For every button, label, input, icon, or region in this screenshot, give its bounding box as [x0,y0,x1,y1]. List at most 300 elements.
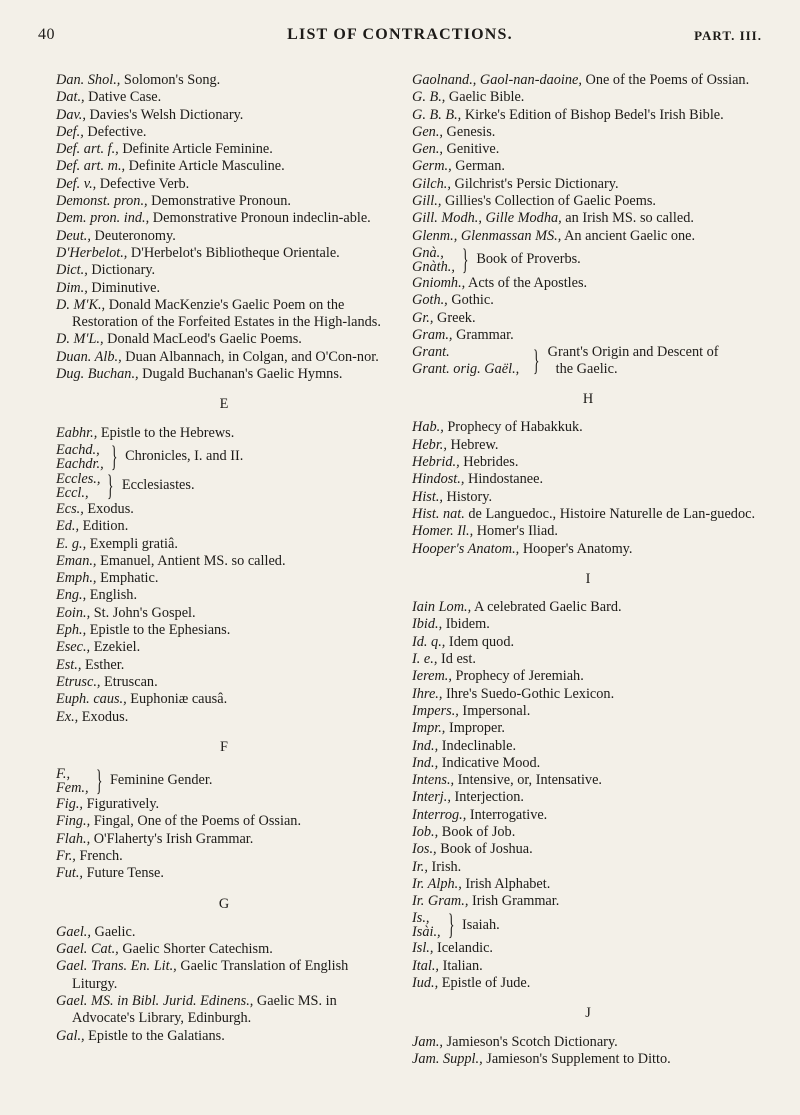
section-j [412,1034,764,1069]
entry-abbr: Gael. MS. in Bibl. Jurid. Edinens., [56,993,254,1010]
entry-abbr: Ihre., [412,685,443,702]
entry [412,489,764,506]
entry-abbr: Gnà., [412,244,444,261]
entry [56,993,392,1028]
entry [412,72,764,89]
entry-definition: Exempli gratiâ. [86,535,178,552]
entry [412,419,764,436]
entry-abbr: Ind., [412,754,439,771]
entry [56,89,392,106]
entry-definition: Figuratively. [83,796,160,813]
entry-definition: Irish. [427,858,462,875]
entry [56,587,392,604]
entry-abbr: Gr., [412,309,434,326]
entry-abbr: Ierem., [412,668,452,685]
section-heading-j: J [585,1005,591,1022]
entry-definition: Irish Alphabet. [461,875,551,892]
entry-abbr: Ed., [56,518,80,535]
entry-abbr: D'Herbelot., [56,244,128,261]
entry-definition: Interrogative. [466,806,548,823]
entry-abbr: Hebr., [412,436,447,453]
entry-abbr: Eccl., [56,484,89,501]
brace-glyph: } [447,908,455,942]
entry-abbr: Etrusc., [56,673,101,690]
entry-abbr: Eph., [56,622,87,639]
entry-definition: Acts of the Apostles. [465,274,588,291]
entry-definition: O'Flaherty's Irish Grammar. [90,830,254,847]
entry-abbr: Ir. Gram., [412,893,469,910]
entry-definition: Donald MacKenzie's Gaelic Poem on the Restoration of the Forfeited Estates in the High-lands. [72,296,381,331]
entry-abbr: Grant. [412,344,450,361]
entry [412,616,764,633]
entry-definition: Emanuel, Antient MS. so called. [96,552,286,569]
entry-abbr: Gael., [56,923,91,940]
entry-definition: Epistle to the Ephesians. [86,622,231,639]
entry-definition: Dugald Buchanan's Gaelic Hymns. [138,366,343,383]
entry [412,703,764,720]
entry [412,859,764,876]
entry-definition: an Irish MS. so called. [561,210,694,227]
entry-definition: A celebrated Gaelic Bard. [471,599,622,616]
entry [56,245,392,262]
entry-abbr: Isl., [412,940,434,957]
entry-definition: Irish Grammar. [468,893,560,910]
entry-abbr: Jam. Suppl., [412,1050,483,1067]
entry-abbr: Gael. Trans. En. Lit., [56,958,177,975]
brace-entry-grant [412,344,764,378]
entry [412,841,764,858]
entry-definition: Homer's Iliad. [473,523,558,540]
brace-entry-feminine [56,764,392,798]
entry-abbr: Duan. Alb., [56,348,122,365]
entry-abbr: Interrog., [412,806,467,823]
entry [56,958,392,993]
entry-abbr: Goth., [412,292,448,309]
section-f [56,764,392,882]
entry-definition: Definite Article Masculine. [125,158,285,175]
entry [56,297,392,332]
entry-definition: One of the Poems of Ossian. [581,72,750,88]
entry [56,193,392,210]
entry-definition: D'Herbelot's Bibliotheque Orientale. [127,244,340,261]
entry-definition: the Gaelic. [555,361,618,378]
entry-definition: Demonstrative Pronoun indeclin-able. [149,210,371,227]
entry-abbr: Gal., [56,1027,85,1044]
entry-abbr: G. B. B., [412,106,462,123]
entry [412,651,764,668]
entry-definition: Donald MacLeod's Gaelic Poems. [103,331,302,348]
entry-abbr: Iob., [412,823,439,840]
entry-definition: Ezekiel. [90,639,141,656]
entry-definition: Chronicles, I. and II. [125,448,244,465]
entry [56,158,392,175]
entry [56,941,392,958]
entry-abbr: Hindost., [412,471,465,488]
entry-abbr: Est., [56,656,82,673]
entry-definition: Gaelic Bible. [445,89,525,106]
entry-definition: Fingal, One of the Poems of Ossian. [90,813,302,830]
entry-abbr: Def. art. f., [56,141,119,158]
entry-abbr: Def. v., [56,175,97,192]
entry-abbr: Eccles., [56,470,101,487]
entry [56,72,392,89]
entry [412,310,764,327]
entry [56,570,392,587]
entry [412,807,764,824]
entry [412,634,764,651]
entry-definition: Hebrides. [459,454,519,471]
entry-definition: Hooper's Anatomy. [519,540,633,557]
entry-definition: Etruscan. [100,673,158,690]
brace-entry-proverbs [412,242,764,276]
entry-definition: Genitive. [442,141,500,158]
entry-abbr: Ibid., [412,616,443,633]
entry-definition: Genesis. [442,123,496,140]
entry-definition: Book of Job. [438,823,516,840]
entry-definition: Icelandic. [433,940,493,957]
entry-definition: Hindostanee. [464,471,544,488]
entry [56,210,392,227]
entry [56,848,392,865]
entry-abbr: Fut., [56,865,84,882]
entry-abbr: Impr., [412,720,446,737]
entry-definition: Gaelic. [90,923,136,940]
entry-abbr: Dav., [56,106,86,123]
entry-abbr: Impers., [412,702,459,719]
entry-definition: Jamieson's Supplement to Ditto. [482,1050,671,1067]
entry-definition: An ancient Gaelic one. [561,227,696,244]
entry-abbr: Dim., [56,279,88,296]
entry-definition: Definite Article Feminine. [118,141,273,158]
brace-glyph: } [107,468,114,502]
entry [412,876,764,893]
entry [412,89,764,106]
entry-abbr: Isài., [412,924,441,941]
entry [56,639,392,656]
entry-definition: Duan Albannach, in Colgan, and O'Con-nor. [121,348,379,365]
entry-definition: Prophecy of Jeremiah. [451,668,584,685]
entry [412,176,764,193]
entry-abbr: Gen., [412,141,443,158]
section-heading-h: H [582,391,594,408]
entry-definition: Id est. [437,651,476,668]
entry-definition: Exodus. [83,500,134,517]
entry-abbr: Fr., [56,847,76,864]
brace-glyph: } [95,764,103,798]
entry-abbr: Dict., [56,262,88,279]
entry [56,865,392,882]
entry-definition: Gillies's Collection of Gaelic Poems. [441,193,657,210]
entry-definition: Book of Joshua. [436,841,533,858]
entry-abbr: Fem., [56,780,89,797]
entry [56,141,392,158]
entry [56,366,392,383]
entry [56,176,392,193]
entry-abbr: Esec., [56,639,91,656]
entry-definition: Idem quod. [445,633,515,650]
entry [56,1028,392,1045]
entry-definition: Demonstrative Pronoun. [147,193,291,210]
entry [412,772,764,789]
entry-abbr: Ind., [412,737,439,754]
entry-definition: Impersonal. [458,702,531,719]
entry [412,755,764,772]
entry [56,605,392,622]
entry-abbr: E. g., [56,535,87,552]
entry [412,541,764,558]
entry [412,1034,764,1051]
entry-definition: Ihre's Suedo-Gothic Lexicon. [442,685,615,702]
entry-definition: French. [75,847,123,864]
entry-abbr: Def. art. m., [56,158,126,175]
entry [412,158,764,175]
entry-abbr: Ir., [412,858,428,875]
entry-abbr: Gill., [412,193,442,210]
entry-abbr: Flah., [56,830,91,847]
entry [412,454,764,471]
brace-entry-chronicles [56,439,392,473]
entry [56,280,392,297]
entry-abbr: Id. q., [412,633,446,650]
entry-definition: Exodus. [78,708,129,725]
entry [56,924,392,941]
page-title: LIST OF CONTRACTIONS. [287,26,513,43]
entry-definition: Epistle of Jude. [438,975,531,992]
section-g-continued [412,72,764,378]
entry-definition: Improper. [445,720,505,737]
section-h [412,419,764,557]
entry [412,471,764,488]
entry-abbr: Iain Lom., [412,599,472,616]
entry-definition: de Languedoc., Histoire Naturelle de Lan-guedoc. [464,505,756,522]
entry-abbr: G. B., [412,89,446,106]
entry [56,553,392,570]
entry-abbr: Gaolnand., Gaol-nan-daoine, [412,72,582,88]
entry-definition: Emphatic. [96,570,159,587]
entry-abbr: Eachdr., [56,455,104,472]
entry-definition: Dative Case. [84,89,162,106]
section-g [56,924,392,1045]
entry-abbr: I. e., [412,651,438,668]
entry-abbr: Hooper's Anatom., [412,540,520,557]
entry [412,824,764,841]
entry-abbr: Ecs., [56,500,84,517]
entry [412,789,764,806]
entry-definition: Feminine Gender. [109,772,213,789]
entry [412,686,764,703]
entry [56,657,392,674]
section-heading-e: E [219,396,229,413]
entry-abbr: Fing., [56,813,91,830]
entry-definition: Indicative Mood. [438,754,541,771]
entry [412,738,764,755]
section-d [56,72,392,383]
entry [412,720,764,737]
entry-definition: Euphoniæ causâ. [126,691,228,708]
entry [412,975,764,992]
left-column [56,72,392,1045]
entry-abbr: Gael. Cat., [56,941,119,958]
entry-abbr: Gram., [412,326,453,343]
entry-abbr: Dat., [56,89,85,106]
entry-abbr: Grant. orig. Gaël., [412,361,520,378]
entry-definition: Epistle to the Galatians. [84,1027,225,1044]
entry-abbr: Is., [412,910,430,927]
entry [56,536,392,553]
entry [56,262,392,279]
entry-abbr: Euph. caus., [56,691,127,708]
entry-definition: Grammar. [452,326,514,343]
brace-glyph: } [461,242,469,276]
entry-definition: Intensive, or, Intensative. [454,772,603,789]
entry [412,506,764,523]
entry-definition: Epistle to the Hebrews. [97,424,235,441]
entry-abbr: Hab., [412,419,444,436]
section-heading-i: I [585,570,591,587]
entry-abbr: Def., [56,123,84,140]
entry-abbr: Gill. Modh., Gille Modha, [412,210,562,227]
entry [56,107,392,124]
entry [412,210,764,227]
entry-abbr: Jam., [412,1033,443,1050]
brace-entry-ecclesiastes [56,468,392,502]
entry-abbr: Homer. Il., [412,523,474,540]
entry-abbr: Eabhr., [56,424,98,441]
entry-abbr: Hist. nat. [412,505,465,522]
entry [412,958,764,975]
entry-abbr: Iud., [412,975,439,992]
entry [56,501,392,518]
entry-definition: Indeclinable. [438,737,517,754]
entry-definition: German. [451,158,505,175]
entry-abbr: Ex., [56,708,79,725]
entry [56,674,392,691]
entry [412,940,764,957]
entry-definition: Greek. [433,309,476,326]
entry [56,425,392,442]
entry-definition: Defective. [83,123,147,140]
entry [412,193,764,210]
entry-definition: Interjection. [450,789,524,806]
entry-definition: Prophecy of Habakkuk. [443,419,583,436]
entry [56,796,392,813]
entry-abbr: Fig., [56,796,84,813]
entry [412,1051,764,1068]
section-i [412,599,764,992]
entry [412,275,764,292]
entry-abbr: Hebrid., [412,454,460,471]
entry [412,141,764,158]
entry-definition: Italian. [439,957,483,974]
entry-definition: Deuteronomy. [90,227,176,244]
entry-abbr: Emph., [56,570,97,587]
entry-definition: Edition. [79,518,129,535]
entry [412,292,764,309]
page-number: 40 [38,26,55,43]
entry [56,691,392,708]
entry-definition: Ibidem. [442,616,490,633]
entry-definition: Gothic. [447,292,494,309]
entry-abbr: F., [56,766,71,783]
entry [412,124,764,141]
entry [56,709,392,726]
entry-definition: Kirke's Edition of Bishop Bedel's Irish Bible. [461,106,724,123]
part-label: PART. III. [694,28,762,43]
entry [412,668,764,685]
section-e [56,425,392,726]
entry-definition: Jamieson's Scotch Dictionary. [442,1033,618,1050]
entry-abbr: Ir. Alph., [412,875,462,892]
entry-abbr: Dug. Buchan., [56,366,139,383]
brace-glyph: } [533,344,540,378]
entry-abbr: Intens., [412,772,455,789]
entry [412,599,764,616]
section-heading-f: F [220,738,228,755]
entry-definition: Hebrew. [446,436,499,453]
entry-definition: Grant's Origin and Descent of [547,344,719,361]
entry-definition: Book of Proverbs. [476,251,581,268]
brace-entry-isaiah [412,908,764,942]
entry [56,813,392,830]
entry-abbr: Dem. pron. ind., [56,210,150,227]
entry-abbr: Hist., [412,488,443,505]
page-header [38,22,762,52]
entry [412,523,764,540]
entry-definition: English. [86,587,138,604]
entry-abbr: Germ., [412,158,452,175]
entry-abbr: Eachd., [56,441,100,458]
entry [412,893,764,910]
entry [56,331,392,348]
entry-abbr: Eoin., [56,604,91,621]
entry [56,349,392,366]
entry-abbr: D. M'K., [56,296,106,313]
entry-definition: Isaiah. [462,916,500,933]
right-column [412,72,764,1068]
entry-definition: Defective Verb. [96,175,190,192]
entry-definition: Gaelic MS. in Advocate's Library, Edinburgh. [72,993,337,1027]
entry [412,437,764,454]
entry-abbr: Dan. Shol., [56,72,121,88]
entry [56,518,392,535]
entry [56,831,392,848]
entry-definition: Ecclesiastes. [121,477,195,494]
entry-definition: Diminutive. [87,279,161,296]
entry-abbr: Eman., [56,552,97,569]
entry-abbr: Glenm., Glenmassan MS., [412,227,562,244]
entry-abbr: Deut., [56,227,91,244]
entry-definition: Gaelic Translation of English Liturgy. [72,958,349,992]
entry-definition: Gaelic Shorter Catechism. [118,941,273,958]
entry-definition: Gilchrist's Persic Dictionary. [450,175,619,192]
entry [56,124,392,141]
entry-abbr: Ios., [412,841,437,858]
entry [56,228,392,245]
entry-definition: Esther. [81,656,125,673]
entry [56,622,392,639]
entry-abbr: Gnàth., [412,258,455,275]
entry-abbr: D. M'L., [56,331,104,348]
section-heading-g: G [218,895,230,912]
entry-definition: Solomon's Song. [120,72,221,88]
entry [412,107,764,124]
entry-abbr: Gilch., [412,175,451,192]
entry-abbr: Demonst. pron., [56,193,148,210]
entry-definition: History. [442,488,493,505]
entry-definition: Dictionary. [87,262,156,279]
entry-abbr: Eng., [56,587,87,604]
entry [412,327,764,344]
